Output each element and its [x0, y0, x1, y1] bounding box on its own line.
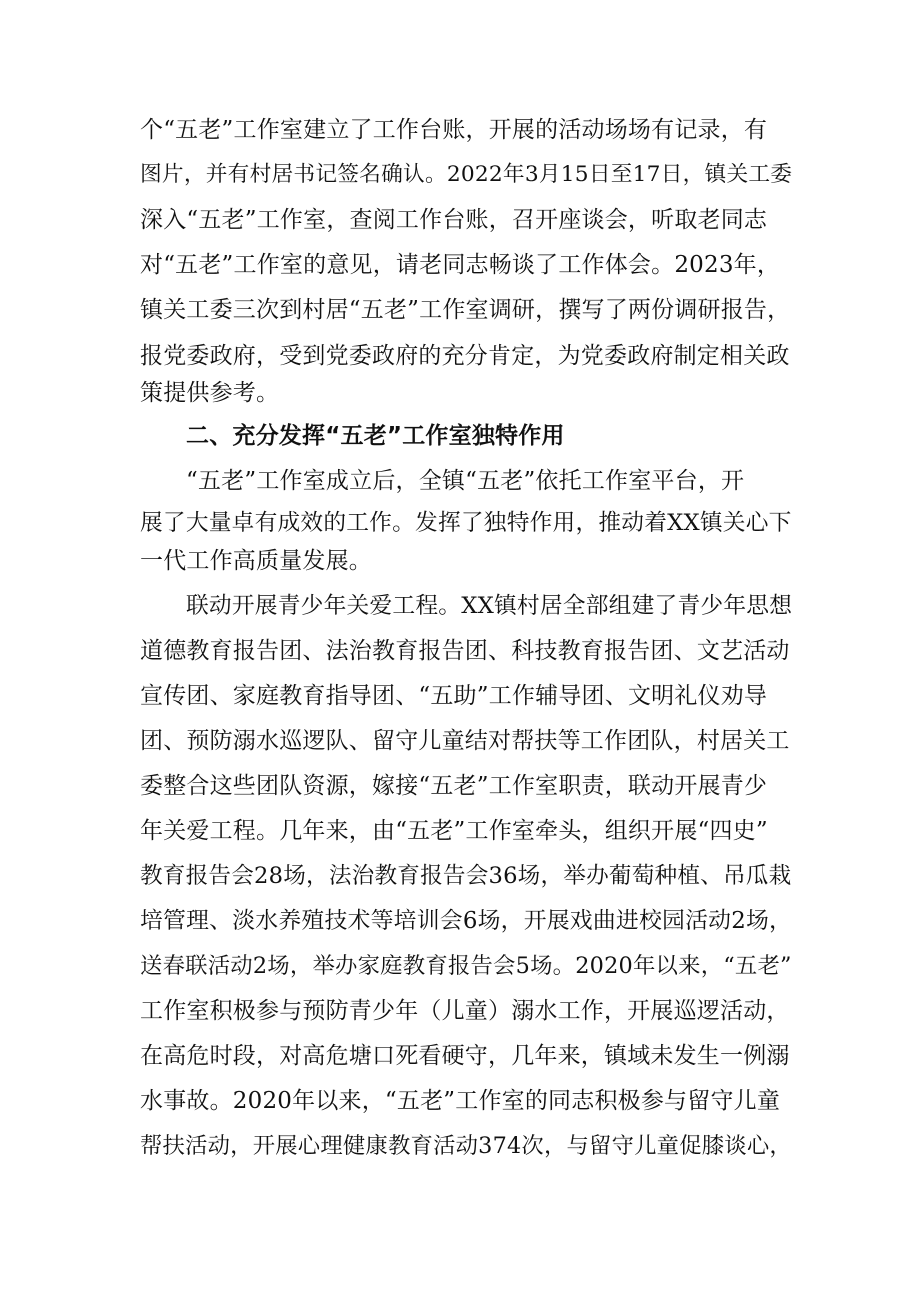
paragraph-3-line-10: 工作室积极参与预防青少年（儿童）溺水工作，开展巡逻活动， — [140, 998, 790, 1024]
paragraph-2-line-1: “五老”工作室成立后，全镇“五老”依托工作室平台，开 — [186, 468, 745, 494]
paragraph-3-line-2: 道德教育报告团、法治教育报告团、科技教育报告团、文艺活动 — [140, 638, 790, 664]
paragraph-2-line-3: 一代工作高质量发展。 — [140, 548, 372, 574]
paragraph-3-line-13: 帮扶活动，开展心理健康教育活动374次，与留守儿童促膝谈心， — [140, 1133, 792, 1159]
section-heading: 二、充分发挥“五老”工作室独特作用 — [186, 423, 565, 449]
paragraph-3-line-5: 委整合这些团队资源，嫁接“五老”工作室职责，联动开展青少 — [140, 773, 768, 799]
paragraph-1-line-5: 镇关工委三次到村居“五老”工作室调研，撰写了两份调研报告， — [140, 297, 791, 323]
paragraph-1-line-3: 深入“五老”工作室，查阅工作台账，召开座谈会，听取老同志 — [140, 207, 768, 233]
paragraph-1-line-2: 图片，并有村居书记签名确认。2022年3月15日至17日，镇关工委 — [140, 162, 793, 187]
paragraph-1-line-6: 报党委政府，受到党委政府的充分肯定，为党委政府制定相关政 — [140, 343, 790, 369]
paragraph-3-line-1: 联动开展青少年关爱工程。XX镇村居全部组建了青少年思想 — [186, 593, 793, 619]
paragraph-2-line-2: 展了大量卓有成效的工作。发挥了独特作用，推动着XX镇关心下 — [140, 510, 792, 536]
paragraph-3-line-6: 年关爱工程。几年来，由“五老”工作室牵头，组织开展“四史” — [140, 818, 768, 844]
paragraph-1-line-4: 对“五老”工作室的意见，请老同志畅谈了工作体会。2023年， — [140, 252, 781, 278]
paragraph-3-line-9: 送春联活动2场，举办家庭教育报告会5场。2020年以来，“五老” — [140, 953, 792, 979]
paragraph-3-line-8: 培管理、淡水养殖技术等培训会6场，开展戏曲进校园活动2场， — [140, 908, 793, 934]
paragraph-1-line-1: 个“五老”工作室建立了工作台账，开展的活动场场有记录，有 — [140, 117, 768, 143]
paragraph-3-line-11: 在高危时段，对高危塘口死看硬守，几年来，镇域未发生一例溺 — [140, 1043, 790, 1069]
paragraph-3-line-7: 教育报告会28场，法治教育报告会36场，举办葡萄种植、吊瓜栽 — [140, 863, 792, 889]
paragraph-3-line-3: 宣传团、家庭教育指导团、“五助”工作辅导团、文明礼仪劝导 — [140, 683, 768, 709]
paragraph-3-line-4: 团、预防溺水巡逻队、留守儿童结对帮扶等工作团队，村居关工 — [140, 728, 790, 754]
paragraph-3-line-12: 水事故。2020年以来，“五老”工作室的同志积极参与留守儿童 — [140, 1088, 781, 1114]
paragraph-1-line-7: 策提供参考。 — [140, 380, 280, 406]
